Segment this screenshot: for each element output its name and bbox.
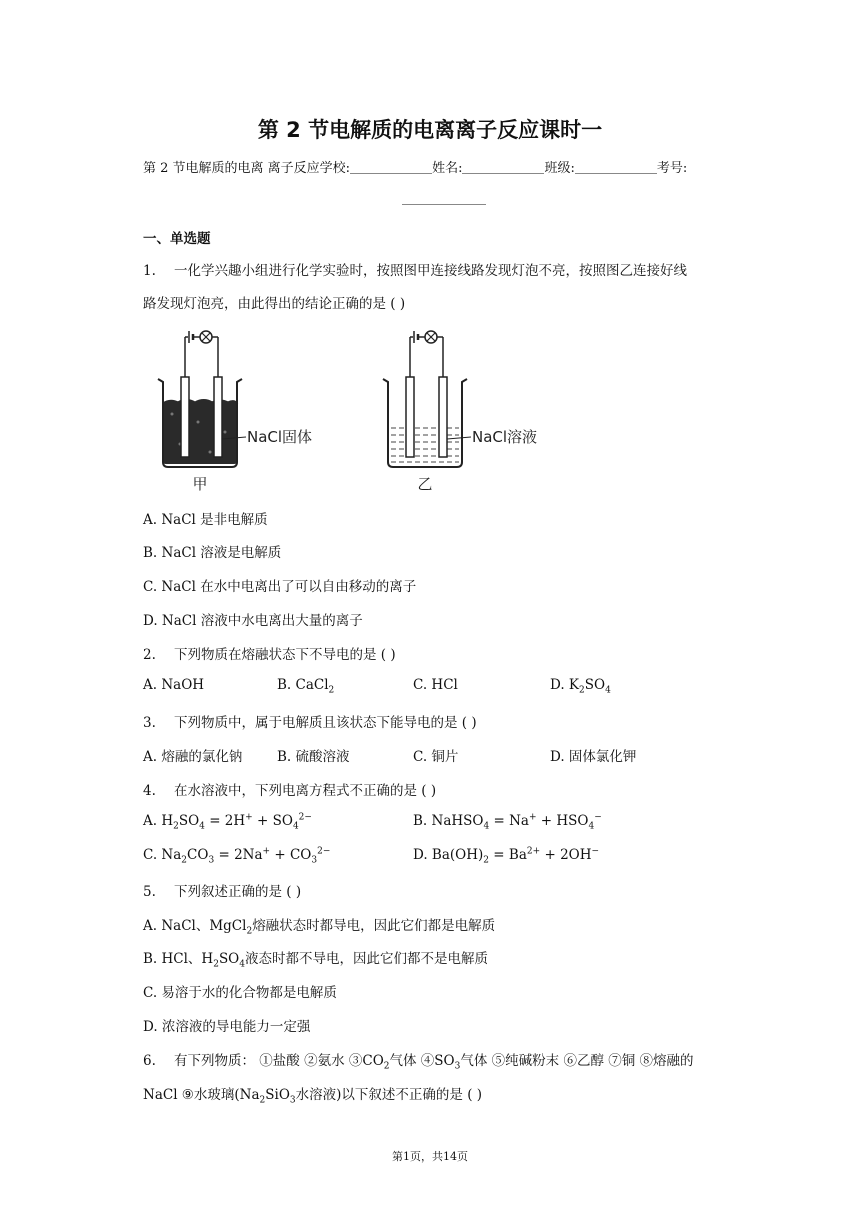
q5-number: 5.	[143, 884, 156, 900]
q4-option-d: D. $Ba(OH)_2 = Ba^{2+} + 2OH^-$	[413, 846, 600, 866]
q1-figure	[150, 322, 570, 497]
class-label: 班级:	[544, 161, 575, 176]
q3-option-a: A. 熔融的氯化钠	[143, 749, 243, 765]
q1-option-b: B. NaCl 溶液是电解质	[143, 545, 282, 561]
q4-number: 4.	[143, 783, 156, 799]
name-blank	[462, 160, 544, 174]
beaker-solid-diagram	[158, 331, 312, 493]
q4-option-b: B. NaHSO$_4$ = $Na^+ + HSO_4^-$	[413, 812, 602, 832]
page-footer: 第1页，共14页	[392, 1150, 468, 1163]
q2-text: 下列物质在熔融状态下不导电的是 ( )	[174, 647, 396, 663]
q3-option-c: C. 铜片	[413, 749, 459, 765]
q5-option-a: A. NaCl、MgCl$_2$熔融状态时都导电，因此它们都是电解质	[143, 918, 496, 937]
student-info-line	[143, 157, 753, 176]
q2-option-a: A. NaOH	[143, 677, 205, 693]
q2-number: 2.	[143, 647, 156, 663]
fig-right-caption: 乙	[417, 475, 433, 493]
q1-option-c: C. NaCl 在水中电离出了可以自由移动的离子	[143, 579, 417, 595]
q6-line1: 6. 有下列物质： ①盐酸 ②氨水 $③CO_2$气体 $④SO_3$气体 ⑤纯碱粉末 ⑥乙醇 ⑦铜 ⑧熔融的	[143, 1053, 694, 1072]
q1-option-d: D. NaCl 溶液中水电离出大量的离子	[143, 613, 363, 629]
q3-stem	[143, 711, 477, 731]
fig-left-caption: 甲	[192, 475, 208, 493]
q5-option-d: D. 浓溶液的导电能力一定强	[143, 1019, 311, 1035]
q2-option-c: C. HCl	[413, 677, 458, 693]
q3-option-b: B. 硫酸溶液	[277, 749, 350, 765]
q4-option-c: C. $Na_2CO_3 = 2Na^+ + CO_3^{2-}$	[143, 846, 331, 866]
q4-text: 在水溶液中，下列电离方程式不正确的是 ( )	[174, 783, 437, 799]
q4-stem	[143, 779, 436, 799]
q3-number: 3.	[143, 715, 156, 731]
q5-option-b: B. HCl、$H_2SO_4$液态时都不导电，因此它们都不是电解质	[143, 951, 488, 970]
q1-option-a: A. NaCl 是非电解质	[143, 512, 268, 528]
school-blank	[350, 160, 432, 174]
q1-line2: 路发现灯泡亮，由此得出的结论正确的是 ( )	[143, 296, 406, 312]
q5-option-c: C. 易溶于水的化合物都是电解质	[143, 985, 337, 1001]
beaker-solution-diagram	[383, 331, 537, 493]
class-blank	[575, 160, 657, 174]
q2-stem	[143, 643, 396, 663]
q4-option-a: A. $H_2SO_4 = 2H^+ + SO_4^{2-}$	[143, 812, 312, 832]
q2-option-d: D. $K_2SO_4$	[550, 677, 611, 696]
info-prefix: 第 2 节电解质的电离 离子反应学校:	[143, 161, 351, 176]
q2-option-b: B. CaCl$_2$	[277, 677, 335, 696]
q5-text: 下列叙述正确的是 ( )	[174, 884, 302, 900]
q3-text: 下列物质中，属于电解质且该状态下能导电的是 ( )	[174, 715, 477, 731]
q6-number: 6.	[143, 1053, 156, 1069]
exam-label: 考号:	[656, 161, 688, 176]
fig-right-label: NaCl溶液	[472, 428, 538, 446]
exam-number-blank	[402, 198, 486, 205]
fig-left-label: NaCl固体	[247, 428, 313, 446]
q3-option-d: D. 固体氯化钾	[550, 749, 637, 765]
page-title: 第 2 节电解质的电离离子反应课时一	[257, 118, 603, 142]
section-heading: 一、单选题	[143, 231, 211, 247]
name-label: 姓名:	[432, 161, 463, 176]
q1-text-1: 一化学兴趣小组进行化学实验时，按照图甲连接线路发现灯泡不亮，按照图乙连接好线	[174, 263, 687, 279]
q6-line2: NaCl ⑨水玻璃($Na_2SiO_3$水溶液)以下叙述不正确的是 ( )	[143, 1087, 483, 1106]
q1-number: 1.	[143, 263, 156, 279]
q1-line1	[143, 259, 687, 279]
q5-stem	[143, 880, 301, 900]
